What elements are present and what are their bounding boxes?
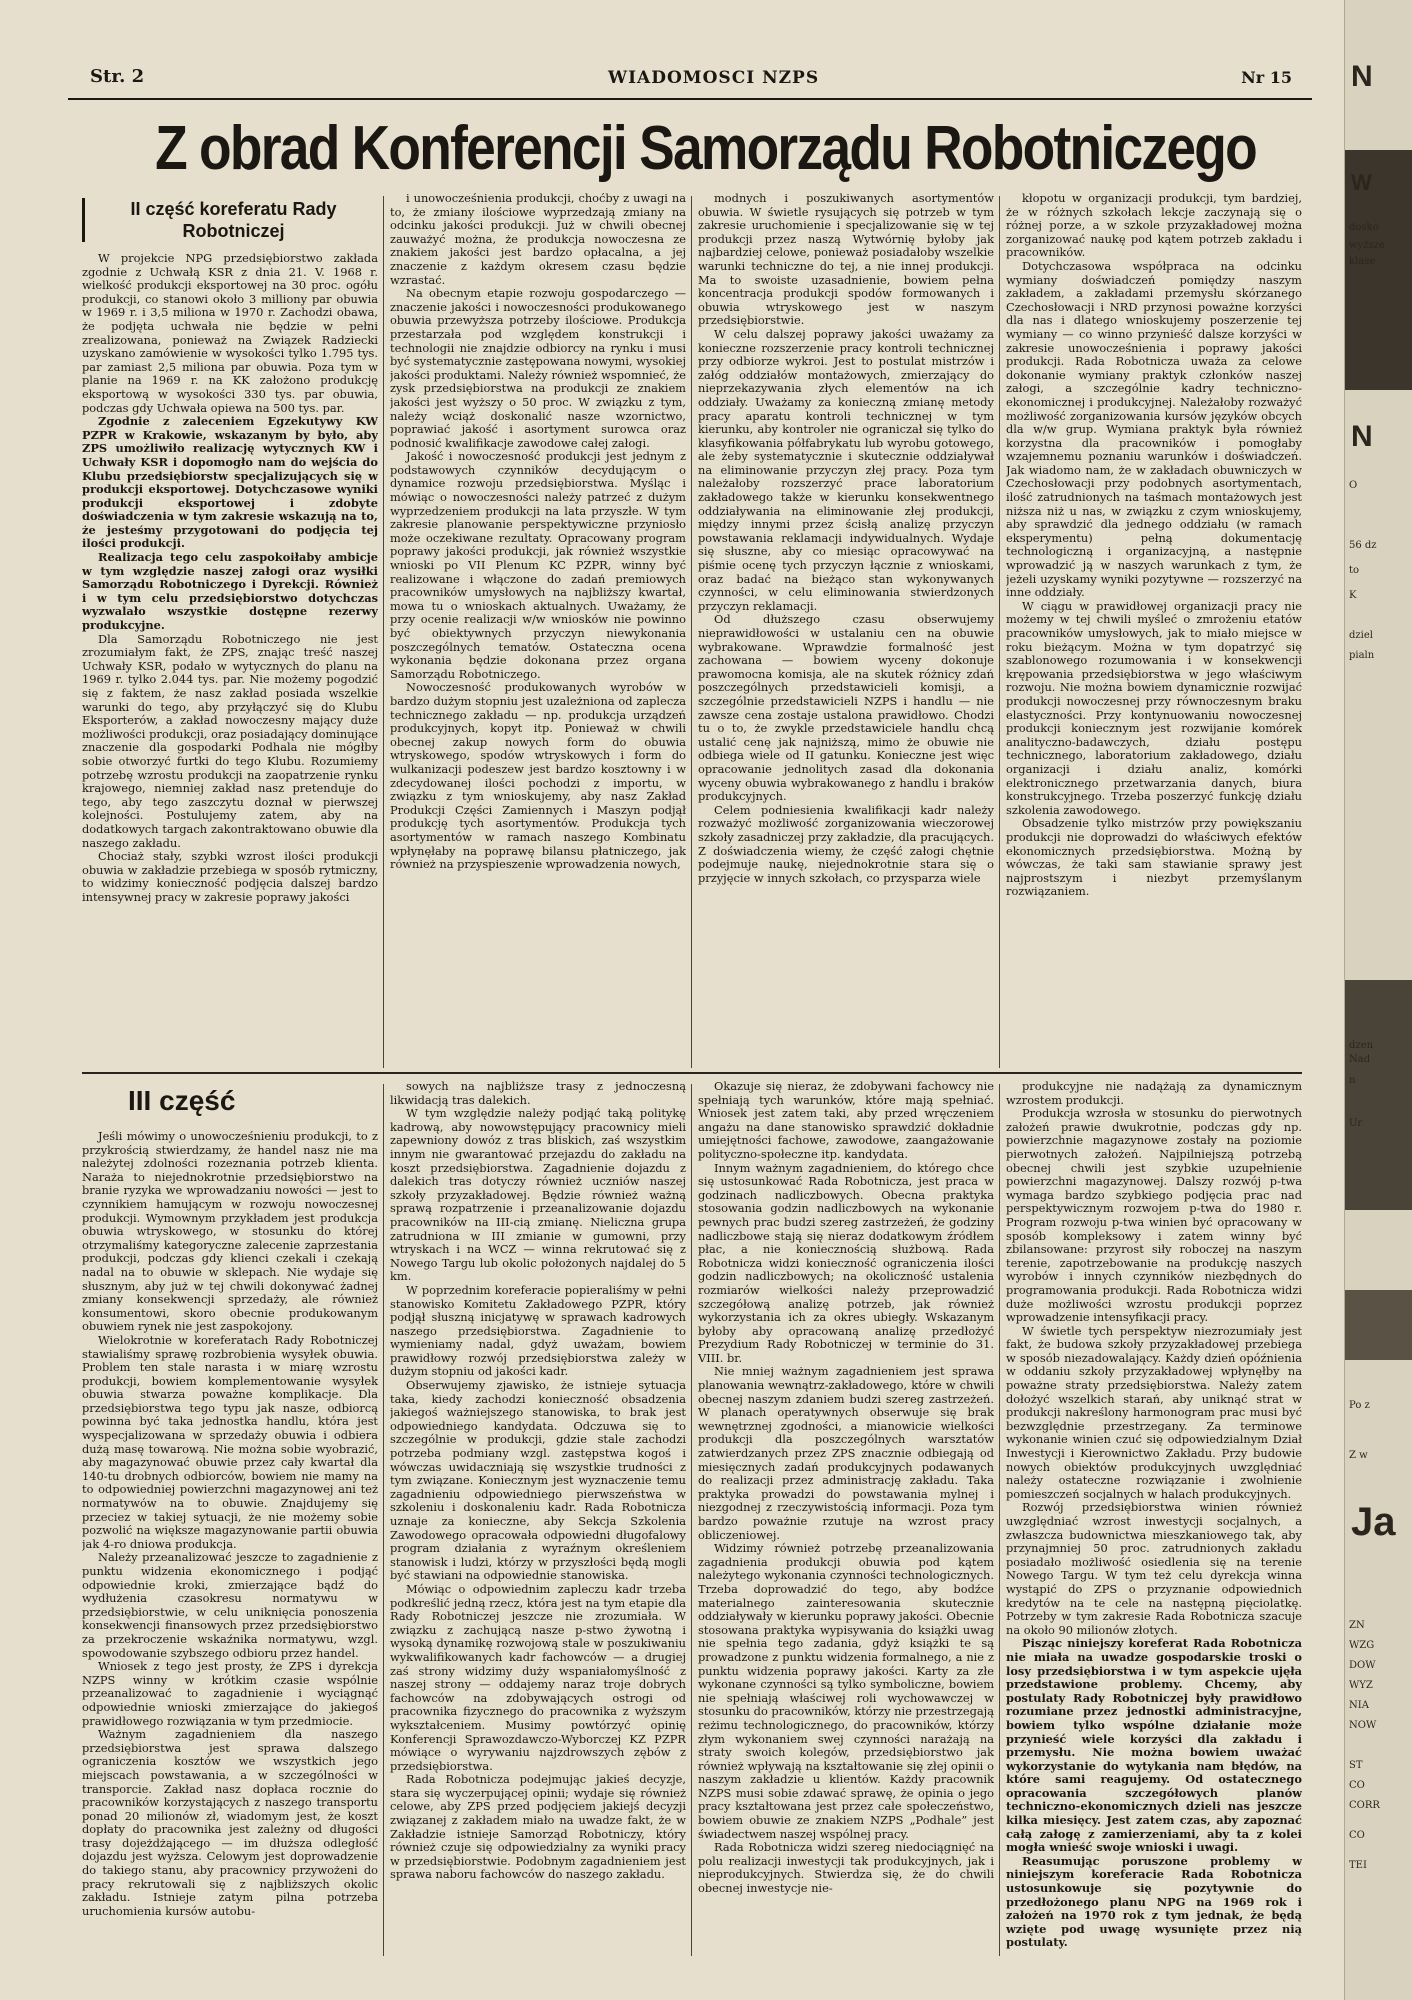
adjacent-page-fragment: W [1351,170,1372,195]
running-head [68,58,1312,100]
adjacent-page-fragment: Ja [1351,1500,1396,1544]
part2-column-2 [390,192,686,1072]
part3-column-3 [698,1080,994,1958]
adjacent-page-fragment: dziel [1349,630,1373,641]
part3-column-4 [1006,1080,1302,1958]
part3-section [68,1080,1312,1958]
page-number: Str. 2 [90,66,145,87]
adjacent-page-fragment: dosko [1349,222,1379,233]
adjacent-page-fragment: pialn [1349,650,1375,661]
paragraph: Rozwój przedsiębiorstwa winien również uwzględniać wzrost inwestycji socjalnych, a zwłaszcza budownictwa mieszkaniowego tak, aby przynajmniej 50 proc. zatrudnionych zakładu posiadało możliwość osiedlenia się na terenie Nowego Targu. W tym też celu dyrekcja winna wystąpić do ZPS o przyznanie odpowiednich kredytów na te cele na następną pięciolatkę. Potrzeby w tym zakresie Rada Robotnicza szacuje na około 90 milionów złotych. [1006,1500,1302,1637]
adjacent-page-fragment: DOW [1349,1660,1376,1671]
adjacent-page-fragment: O [1349,480,1358,491]
paragraph: Obserwujemy zjawisko, że istnieje sytuacja taka, kiedy zachodzi konieczność obsadzenia jakiegoś ważniejszego stanowiska, to brak jest odpowiedniego kandydata. Odczuwa się to szczególnie w produkcji, gdzie stale zachodzi potrzeba podmiany wzgl. zastępstwa kogoś i wówczas uwidaczniają się wszystkie trudności z tym związane. Koniecznym jest wyznaczenie temu zagadnieniu odpowiedniego pierwszeństwa w szkoleniu i doskonaleniu kadr. Rada Robotnicza uznaje za konieczne, aby Sekcja Szkolenia Zawodowego opracowała odpowiedni długofalowy program działania z wyraźnym określeniem stanowisk i ludzi, którzy w przyszłości będą mogli być stawiani na odpowiednie stanowiska. [390,1378,686,1583]
paragraph: Mówiąc o odpowiednim zapleczu kadr trzeba podkreślić jedną rzecz, która jest na tym etapie dla Rady Robotniczej jeszcze nie zrozumiała. W związku z zachującą nasze p-stwo żywotną i wysoką dynamikę rozwojową stale w poszukiwaniu wykwalifikowanych kadr fachowców — a drugiej zaś strony widzimy duży wspaniałomyślność z naszej strony — oddajemy naraz troje dobrych fachowców na zdobywających ostrogi od pracownika fizycznego do pracownika z wyższym wykształceniem. Musimy powtórzyć opinię Konferencji Sprawozdawczo-Wyborczej KZ PZPR mówiące o wyrywaniu najzdrowszych zębów z przedsiębiorstwa. [390,1581,686,1773]
paragraph: kłopotu w organizacji produkcji, tym bardziej, że w różnych szkołach lekcje zaczynają się o różnej porze, a w szkole przyzakładowej można zorganizować naukę pod kątem potrzeb zakładu i pracowników. [1006,192,1302,260]
adjacent-page-fragment: CO [1349,1830,1365,1841]
part3-heading: III część [128,1085,236,1116]
paragraph: W tym względzie należy podjąć taką politykę kadrową, aby nowowstępujący pracownicy mieli zapewniony dowóz z tras bliskich, zaś wszystkim innym nie gwarantować przejazdu do zakładu na koszt przedsiębiorstwa. Zagadnienie dojazdu z dalekich tras dotyczy również uczniów naszej szkoły przyzakładowej. Będzie również ważną sprawą rozpatrzenie i przeanalizowanie dojazdu pracowników na III-cią zmianę. Nieliczna grupa zatrudniona w III zmianie w gumowni, przy wtryskach i na WCZ — winna rekrutować się z Nowego Targu lub okolic położonych najdalej do 5 km. [390,1106,686,1284]
paragraph: Wielokrotnie w koreferatach Rady Robotniczej stawialiśmy sprawę rozbrobienia wysyłek obuwia. Problem ten stale narasta i w miarę wzrostu produkcji, bowiem komplementowanie wysyłek obuwia stwarza poważne komplikacje. Dla przedsiębiorstwa tego typu jak nasze, odbiorcą powinna być taka jednostka handlu, która jest wyspecjalizowana w sprzedaży obuwia i odbiera dużą masę towarową. Nie można sobie wyobrazić, aby magazynować obuwie przez cały kwartał dla 140-tu drobnych odbiorców, bowiem nie mamy na to odpowiedniej powierzchni magazynowej ani też normatywów na to obuwie. Znajdujemy się przeciez w takiej sytuacji, że nie możemy sobie pozwolić na większe magazynowanie partii obuwia jak 4-ro dniowa produkcja. [82,1332,378,1551]
part2-section [68,192,1312,1072]
adjacent-page-fragment: to [1349,565,1360,576]
paragraph: W projekcie NPG przedsiębiorstwo zakłada zgodnie z Uchwałą KSR z dnia 21. V. 1968 r. wielkość produkcji eksportowej na 30 proc. ogółu produkcji, co stanowi około 3 milliony par obuwia w 1969 r. i 3,5 miliona w 1970 r. Zachodzi obawa, że podjęta uchwała nie będzie w pełni zrealizowana, ponieważ na Związek Radziecki uzyskano zamówienie w wysokości tylko 1.795 tys. par zamiast 2,5 miliona par obuwia. Poza tym w planie na 1969 r. na KK założono produkcję eksportową w wysokości 330 tys. par obuwia, podczas gdy Uchwała opiewa na 500 tys. par. [82,251,378,415]
adjacent-page-fragment: 56 dz [1349,540,1377,551]
column-rule [383,1084,384,1956]
adjacent-page-fragment: ST [1349,1760,1363,1771]
paragraph: Okazuje się nieraz, że zdobywani fachowcy nie spełniają tych warunków, które mają spełniać. Wniosek jest zatem taki, aby przed wręczeniem angażu na dane stanowisko sprawdzić dokładnie umiejętności fachowe, zawodowe, zaangażowanie polityczno-społeczne itp. kandydata. [698,1080,994,1161]
column-rule [383,196,384,1068]
paragraph: sowych na najbliższe trasy z jednoczesną likwidacją tras dalekich. [390,1080,686,1107]
issue-number: Nr 15 [1241,68,1292,87]
paragraph: Rada Robotnicza podejmując jakieś decyzje, stara się wyczerpującej opinii; wydaje się również celowe, aby ZPS przed podjęciem jakiejś decyzji związanej z zakładem miało na uwadze fakt, że w Zakładzie istnieje Samorząd Robotniczy, który również czuje się odpowiedzialny za wyniki pracy w przedsiębiorstwie. Podobnym zagadnieniem jest sprawa naboru fachowców do naszego zakładu. [390,1772,686,1882]
paragraph: Celem podniesienia kwalifikacji kadr należy rozważyć możliwość zorganizowania wieczorowej szkoły zasadniczej przy zakładzie, dla pracujących. Z doświadczenia wiemy, że część załogi chętnie podejmuje naukę, niejednokrotnie stara się o przyjęcie w innych szkołach, co przysparza wiele [698,802,994,885]
paragraph: Nowoczesność produkowanych wyrobów w bardzo dużym stopniu jest uzależniona od zaplecza technicznego zakładu — np. produkcja urządzeń produkcyjnych, kopyt itp. Ponieważ w chwili obecnej zakup nowych form do obuwia wtryskowego, spodów wtryskowych i form do wulkanizacji podeszew jest bardzo kosztowny i w zdecydowanej ilości pochodzi z importu, w związku z tym wnioskujemy, aby nasz Zakład Produkcji Części Zamiennych i Maszyn podjął produkcję tych asortymentów. Produkcja tych asortymentów w ramach naszego Kombinatu wpłynęłaby na poprawę bilansu płatniczego, jak również na przyspieszenie wprowadzenia nowych, [390,680,686,872]
adjacent-page-fragment: WYZ [1349,1680,1373,1691]
part3-column-2 [390,1080,686,1958]
adjacent-page-edge [1344,0,1412,2000]
adjacent-page-fragment: Ur [1349,1118,1363,1129]
paragraph: Produkcja wzrosła w stosunku do pierwotnych założeń prawie dwukrotnie, podczas gdy np. powierzchnie magazynowe zostały na poziomie pierwotnych założeń. Najpilniejszą potrzebą obecnej chwili jest szybkie uzupełnienie powierzchni magazynowej. Dalszy rozwój p-twa wymaga bardzo szybkiego podjęcia prac nad perspektywicznym rozwojem p-twa do 1980 r. Program rozwoju p-twa winien być opracowany w sposób kompleksowy i zatem winny być zbilansowane: przyrost siły roboczej na naszym terenie, zapotrzebowanie na produkcję naszych wyrobów i innych czynników niezbędnych do programowania produkcji. Rada Robotnicza widzi duże możliwości wzrostu produkcji poprzez wprowadzenie intensyfikacji pracy. [1006,1106,1302,1325]
column-rule [999,196,1000,1068]
column-rule [691,196,692,1068]
part2-column-4 [1006,192,1302,1072]
column-rule [691,1084,692,1956]
adjacent-page-fragment: TEI [1349,1860,1367,1871]
paragraph: Obsadzenie tylko mistrzów przy powiększaniu produkcji nie doprowadzi do właściwych efektów ekonomicznych przedsiębiorstwa. Możną by wówczas, że taki sam stawianie sprawy jest najprostszym i niezbyt przemyślanym rozwiązaniem. [1006,816,1302,899]
paragraph: Chociaż stały, szybki wzrost ilości produkcji obuwia w zakładzie przebiega w sposób rytmiczny, to widzimy konieczność podjęcia dalszej bardzo intensywnej pracy w zakresie poprawy jakości [82,849,378,904]
paragraph: Od dłuższego czasu obserwujemy nieprawidłowości w ustalaniu cen na obuwie wybrakowane. Wprawdzie formalność jest zachowana — bowiem wyceny dokonuje prawomocna komisja, ale na skutek różnicy zdań poszczególnych przedstawicieli komisji, a szczególnie przedstawicieli NZPS i handlu — nie zawsze cena zostaje ustalona prawidłowo. Chodzi tu o to, że zwykle przedstawiciele handlu chcą ustalić cenę jak najniższą, mimo że obuwie nie odbiega wiele od II gatunku. Konieczne jest więc opracowanie jednolitych zasad dla dokonania wyceny obuwia wybrakowanego z handlu i braków produkcyjnych. [698,612,994,804]
paragraph: Dotychczasowa współpraca na odcinku wymiany doświadczeń pomiędzy naszym zakładem, a zakładami przemysłu skórzanego Czechosłowacji i NRD przynosi poważne korzyści dla nas i dlatego wnioskujemy poszerzenie tej wymiany — co winno przynieść dalsze korzyści w zakresie unowocześnienia i poprawy jakości produkcji. Rada Robotnicza uważa za celowe dokonanie wymiany praktyk członków naszej załogi, a szczególnie kadry techniczno-ekonomicznej i produkcyjnej. Należałoby rozważyć możliwość zorganizowania kursów języków obcych dla w/w grup. Wymiana praktyk była również korzystna dla pracowników i pomogłaby wzajemnemu poznaniu warunków i doświadczeń. Jak wiadomo nam, że w zakładach obuwniczych w Czechosłowacji przy podobnych asortymentach, ilość zatrudnionych na taśmach montażowych jest niższa niż u nas, w związku z czym wnioskujemy, aby sprawdzić dla jednego oddziału (w ramach eksperymentu) pełną dokumentację technologiczną i organizacyjną, a następnie wprowadzić ją w naszych warunkach z tym, że jeżeli uzyskamy wyniki pozytywne — rozszerzyć na inne oddziały. [1006,258,1302,600]
paragraph: Innym ważnym zagadnieniem, do którego chce się ustosunkować Rada Robotnicza, jest praca w godzinach nadliczbowych. Obecna praktyka stosowania godzin nadliczbowych na wykonanie pewnych prac budzi szereg zastrzeżeń, że godziny nadliczbowe stają się nieraz dodatkowym źródłem płac, a nie koniecznością służbową. Rada Robotnicza widzi konieczność ograniczenia ilości godzin nadliczbowych; na okoliczność ustalenia rozmiarów wielkości należy przeprowadzić szczegółową analizę potrzeb, jak również wykorzystania ich za okres ubiegły. Wskazanym byłoby aby opracowaną analizę przedłożyć Prezydium Rady Robotniczej w terminie do 31. VIII. br. [698,1160,994,1365]
part3-column-1 [82,1080,378,1958]
paragraph: Dla Samorządu Robotniczego nie jest zrozumiałym fakt, że ZPS, znając treść naszej Uchwały KSR, podało w wytycznych do planu na 1969 r. tylko 2.044 tys. par. Nie możemy pogodzić się z faktem, że nasz zakład posiada wszelkie warunki do tego, aby przyłączyć się do Klubu Eksporterów, a zakład nowoczesny mający duże możliwości produkcji, oraz posiadający dominujące znaczenie dla gospodarki Podhala nie mógłby sobie otworzyć furtki do tego Klubu. Rozumiemy potrzebę wzrostu produkcji na zaopatrzenie rynku krajowego, niemniej zakład nasz pretenduje do tego, aby tego zaszczytu doznał w pierwszej kolejności. Postulujemy zatem, aby na dodatkowych targach zakontraktowano obuwie dla naszego zakładu. [82,631,378,850]
paragraph: Na obecnym etapie rozwoju gospodarczego — znaczenie jakości i nowoczesności produkowanego obuwia przewyższa potrzeby ilościowe. Produkcja przestarzała pod względem konstrukcji i technologii nie znajdzie odbiorcy na rynku i musi być systematycznie zastępowana nowymi, wysokiej jakości produktami. Należy również wspomnieć, że zysk przedsiębiorstwa na produkcji ze znakiem jakości jest wyższy o 50 proc. W związku z tym, należy wciąż doskonalić nasze wzornictwo, poprawiać jakość i asortyment surowca oraz podnosić kwalifikacje zawodowe całej załogi. [390,286,686,450]
adjacent-page-fragment: WZG [1349,1640,1375,1651]
adjacent-photo [1345,1290,1412,1360]
adjacent-page-fragment: wyższe [1349,240,1385,251]
paragraph: W celu dalszej poprawy jakości uważamy za konieczne rozszerzenie pracy kontroli technicznej przy odbiorze wykroi. Jest to postulat mistrzów i załóg oddziałów montażowych, zmierzający do nieprzekazywania złych elementów na ich oddziały. Uważamy za konieczną zmianę metody pracy aparatu kontroli technicznej w tym kierunku, aby kontroler nie ograniczał się tylko do klasyfikowania półfabrykatu lub wyrobu gotowego, ale żeby systematycznie i skutecznie oddziaływał na eliminowanie przyczyn złej pracy. Poza tym należałoby rozszerzyć prace laboratorium zakładowego także w kierunku konsekwentnego oddziaływania na eliminowanie złej produkcji, między innymi przez ścisłą analizę przyczyn powstawania reklamacji indywidualnych. Wydaje się słuszne, aby co miesiąc opracowywać na piśmie ocenę tych przyczyn łącznie z wnioskami, oraz badać na bieżąco stan wykonywanych czynności, w celu eliminowania stwierdzonych przyczyn reklamacji. [698,326,994,613]
part2-column-1 [82,192,378,1072]
headline: Z obrad Konferencji Samorządu Robotniczego [155,114,1256,183]
adjacent-page-fragment: Nad [1349,1054,1371,1065]
paragraph: Ważnym zagadnieniem dla naszego przedsiębiorstwa jest sprawa dalszego ograniczenia kosztów we wszystkich jego miejscach powstawania, a w szczególności w transporcie. Zakład nasz dopłaca rocznie do pracowników korzystających z naszego transportu ponad 20 milionów zł, wiadomym jest, że koszt dopłaty do pracownika jest zależny od długości trasy dojeżdżającego — im dłuższa odległość dojazdu jest wyższa. Celowym jest doprowadzenie do takiego stanu, aby pracownicy przywożeni do pracy rekrutowali się z najbliższych okolic zakładu. Istnieje zatym pilna potrzeba uruchomienia kursów autobu- [82,1727,378,1918]
adjacent-page-fragment: N [1351,60,1373,93]
adjacent-page-fragment: N [1351,420,1373,453]
part2-subhead: II część koreferatu Rady Robotniczej [82,198,378,242]
paragraph: Zgodnie z zaleceniem Egzekutywy KW PZPR w Krakowie, wskazanym by było, aby ZPS umożliwiło realizację wytycznych KW i Uchwały KSR i dopomogło nam do wejścia do Klubu przedsiębiorstw specjalizujących się w produkcji eksportowej. Dotychczasowe wyniki produkcji eksportowej i zdobyte doświadczenia w tym zakresie wskazują na to, że jesteśmy przygotowani do podjęcia tej ilości produkcji. [82,414,378,551]
publication-title: WIADOMOSCI NZPS [608,68,820,88]
paragraph: produkcyjne nie nadążają za dynamicznym wzrostem produkcji. [1006,1080,1302,1107]
paragraph: Widzimy również potrzebę przeanalizowania zagadnienia produkcji obuwia pod kątem należytego wykonania czynności technologicznych. Trzeba doprowadzić do tego, aby bodźce materialnego zainteresowania skutecznie oddziaływały w kierunku poprawy jakości. Obecnie stosowana praktyka wypisywania do książki uwag nie spełnia tego zadania, gdyż książki te są prowadzone z punktu widzenia formalnego, a nie z punktu widzenia poprawy jakości. Karty za złe wykonane czynności są tylko symboliczne, bowiem nie spełniają właściwej roli wychowawczej w stosunku do pracowników, którzy nie przestrzegają reżimu technologicznego, do pracowników, którzy złym wykonaniem swej czynności narażają na straty swoich kolegów, przedsiębiorstwo jak również wpływają na kształtowanie się złej opinii o naszym zakładzie u klientów. Każdy pracownik NZPS musi sobie zdawać sprawę, że opinia o jego pracy kształtowana jest przez całe społeczeństwo, bowiem obuwie ze znakiem NZPS „Podhale” jest świadectwem naszej wspólnej pracy. [698,1541,994,1841]
adjacent-page-fragment: NIA [1349,1700,1369,1711]
paragraph: i unowocześnienia produkcji, choćby z uwagi na to, że zmiany ilościowe wyprzedzają zmiany na odcinku jakości produkcji. Już w chwili obecnej zauważyć można, że produkcja nowoczesna ze znakiem jakości jest bardzo opłacalna, a jej znaczenie z każdym okresem czasu będzie wzrastać. [390,192,686,287]
paragraph: W poprzednim koreferacie popieraliśmy w pełni stanowisko Komitetu Zakładowego PZPR, który podjął słuszną inicjatywę w sprawach kadrowych naszego przedsiębiorstwa. Zagadnienie to wymieniamy nadal, gdyż uważam, bowiem prawidłowy rozwój przedsiębiorstwa zależy w dużym stopniu od jakości kadr. [390,1282,686,1379]
paragraph: Realizacja tego celu zaspokoiłaby ambicje w tym względzie naszej załogi oraz wysiłki Samorządu Robotniczego i Dyrekcji. Również i w tym celu przedsiębiorstwo dotychczas wyzwalało wszystkie dostępne rezerwy produkcyjne. [82,550,378,633]
part2-column-3 [698,192,994,1072]
paragraph: modnych i poszukiwanych asortymentów obuwia. W świetle rysujących się potrzeb w tym zakresie uruchomienie i specjalizowanie się w tej produkcji przez naszą Wytwórnię byłoby jak najbardziej celowe, ponieważ posiadałoby wszelkie warunki techniczne do tej, a nie innej produkcji. Ma to swoiste uzasadnienie, bowiem pełna koncentracja produkcji spodów formowanych i obuwia wtryskowego jest w naszym przedsiębiorstwie. [698,192,994,328]
adjacent-page-fragment: ZN [1349,1620,1365,1631]
adjacent-page-fragment: Po z [1349,1400,1370,1411]
paragraph: Pisząc niniejszy koreferat Rada Robotnicza nie miała na uwadze gospodarskie troski o losy przedsiębiorstwa i w tym aspekcie ujęła przedstawione problemy. Chcemy, aby postulaty Rady Robotniczej były prawidłowo rozumiane przez jednostki administracyjne, bowiem tylko wspólne działanie może przynieść wiele korzyści dla zakładu i przemysłu. Nie można bowiem uważać wykorzystanie do wytykania nam błędów, na które sami reagujemy. Od ostatecznego opracowania szczegółowych planów techniczno-ekonomicznych dzieli nas jeszcze kilka miesięcy. Jest zatem czas, aby zapoznać całą załogę z zamierzeniami, aby ta z kolei mogła wnieść swoje wnioski i uwagi. [1006,1636,1302,1855]
section-divider [82,1072,1302,1074]
paragraph: Nie mniej ważnym zagadnieniem jest sprawa planowania wewnątrz-zakładowego, które w chwili obecnej naszym zdaniem budzi szereg zastrzeżeń. W planach operatywnych obserwuje się brak wewnętrznej zgodności, a mianowicie wielkości produkcji dla poszczególnych warsztatów zatwierdzanych przez ZPS znacznie odbiegają od miesięcznych zadań produkcyjnych podawanych do realizacji przez administrację zakładu. Taka praktyka prowadzi do powstawania mylnej i niezgodnej z rzeczywistością informacji. Poza tym bardzo poważnie rzutuje na wzrost pracy obliczeniowej. [698,1364,994,1542]
adjacent-page-fragment: Z w [1349,1450,1368,1461]
paragraph: Wniosek z tego jest prosty, że ZPS i dyrekcja NZPS winny w krótkim czasie wspólnie przeanalizować to zagadnienie i wyciągnąć odpowiednie wnioski zmierzające do jakiegoś prawidłowego rozwiązania w tym przedmiocie. [82,1659,378,1728]
adjacent-page-fragment: CORR [1349,1800,1380,1811]
adjacent-page-fragment: CO [1349,1780,1365,1791]
adjacent-page-fragment: dzen [1349,1040,1374,1051]
adjacent-page-fragment: NOW [1349,1720,1377,1731]
adjacent-page-fragment: n [1349,1075,1356,1086]
newspaper-page [68,58,1312,1958]
paragraph: Należy przeanalizować jeszcze to zagadnienie z punktu widzenia ekonomicznego i podjąć odpowiednie kroki, zmierzające bądź do wydłużenia czasokresu normatywu w przedsiębiorstwie, w celu uniknięcia ponoszenia konsekwencji finansowych przez przedsiębiorstwo za przekroczenie wskaźnika normatywu, wzgl. spowodowanie szybszego odbioru przez handel. [82,1550,378,1660]
paragraph: Reasumując poruszone problemy w niniejszym koreferacie Rada Robotnicza ustosunkowuje się pozytywnie do przedłożonego planu NPG na 1969 rok i założeń na 1970 rok z tym jednak, że będą wzięte pod uwagę wysunięte przez nią postulaty. [1006,1853,1302,1950]
paragraph: Jakość i nowoczesność produkcji jest jednym z podstawowych czynników decydującym o dynamice rozwoju przedsiębiorstwa. Myśląc i mówiąc o nowoczesności należy patrzeć z dużym wyprzedzeniem produkcji na lata przyszłe. W tym zakresie planowanie perspektywiczne przyniosło może oczekiwane rezultaty. Opracowany program poprawy jakości produkcji, jak również wszystkie wnioski po VII Plenum KC PZPR, winny być realizowane i włączone do zadań premiowych pracowników umysłowych na najbliższy kwartał, mowa tu o wnioskach aktualnych. Uważamy, że przy ocenie realizacji w/w wniosków nie powinno być obiektywnych przyczyn niewykonania poszczególnych tematów. Ostateczna ocena wykonania będzie dokonana przez organa Samorządu Robotniczego. [390,449,686,681]
paragraph: W świetle tych perspektyw niezrozumiały jest fakt, że budowa szkoły przyzakładowej przebiega w sposób niezadowalający. Każdy dzień opóźnienia w oddaniu szkoły przyzakładowej wpłynęłby na poważne straty przedsiębiorstwa. Należy zatem dołożyć wszelkich starań, aby uniknąć strat w produkcji nakreślony harmonogram prac musi być bezwzględnie przestrzegany. Za terminowe wykonanie winien czuć się odpowiedzialnym Dział Inwestycji i Kierownictwo Zakładu. Przy budowie nowych obiektów produkcyjnych uwzględniać należy ostateczne rozwiązanie i zwolnienie pomieszczeń socjalnych w halach produkcyjnych. [1006,1323,1302,1501]
paragraph: Rada Robotnicza widzi szereg niedociągnięć na polu realizacji inwestycji tak produkcyjnych, jak i nieprodukcyjnych. Stwierdza się, że do chwili obecnej inwestycje nie- [698,1840,994,1896]
adjacent-page-fragment: K [1349,590,1357,601]
adjacent-page-fragment: klase [1349,256,1376,267]
paragraph: Jeśli mówimy o unowocześnieniu produkcji, to z przykrością stwierdzamy, że handel nasz nie ma należytej zdolności rozeznania potrzeb klienta. Naraża to niejednokrotnie przedsiębiorstwo na branie ryzyka we wprowadzaniu nowości — jest to czynnikiem hamującym w rozwoju nowoczesnej produkcji. Wymownym przykładem jest produkcja obuwia wtryskowego, w stosunku do której otrzymaliśmy kategoryczne zalecenie zaprzestania produkcji, podczas gdy klienci czekali i czekają nadal na to obuwie w sklepach. Nie wydaje się słusznym, aby już w tej chwili dokonywać żadnej zmiany konsekwencji sprzedaży, ale również konsumentowi, skoro obecnie produkowanym obuwiem rynek nie jest zaspokojony. [82,1129,378,1334]
paragraph: W ciągu w prawidłowej organizacji pracy nie możemy w tej chwili myśleć o zmrożeniu etatów pracowników umysłowych, jak to miało miejsce w roku bieżącym. Można w tym dopatrzyć się szablonowego rozumowania i w konsekwencji krępowania przedsiębiorstwa w jego właściwym rozwoju. Nie można bowiem dynamicznie rozwijać produkcji nowoczesnej przy równoczesnym braku elastyczności. Przy kontynuowaniu nowoczesnej produkcji koniecznym jest rozwijanie komórek analityczno-badawczych, działu postępu technicznego, laboratorium zakładowego, działu organizacji i działu analiz, komórki elektronicznego przetwarzania danych, biura konstrukcyjnego. Trzeba poszerzyć funkcję działu szkolenia zawodowego. [1006,598,1302,817]
adjacent-photo [1345,980,1412,1210]
column-rule [999,1084,1000,1956]
